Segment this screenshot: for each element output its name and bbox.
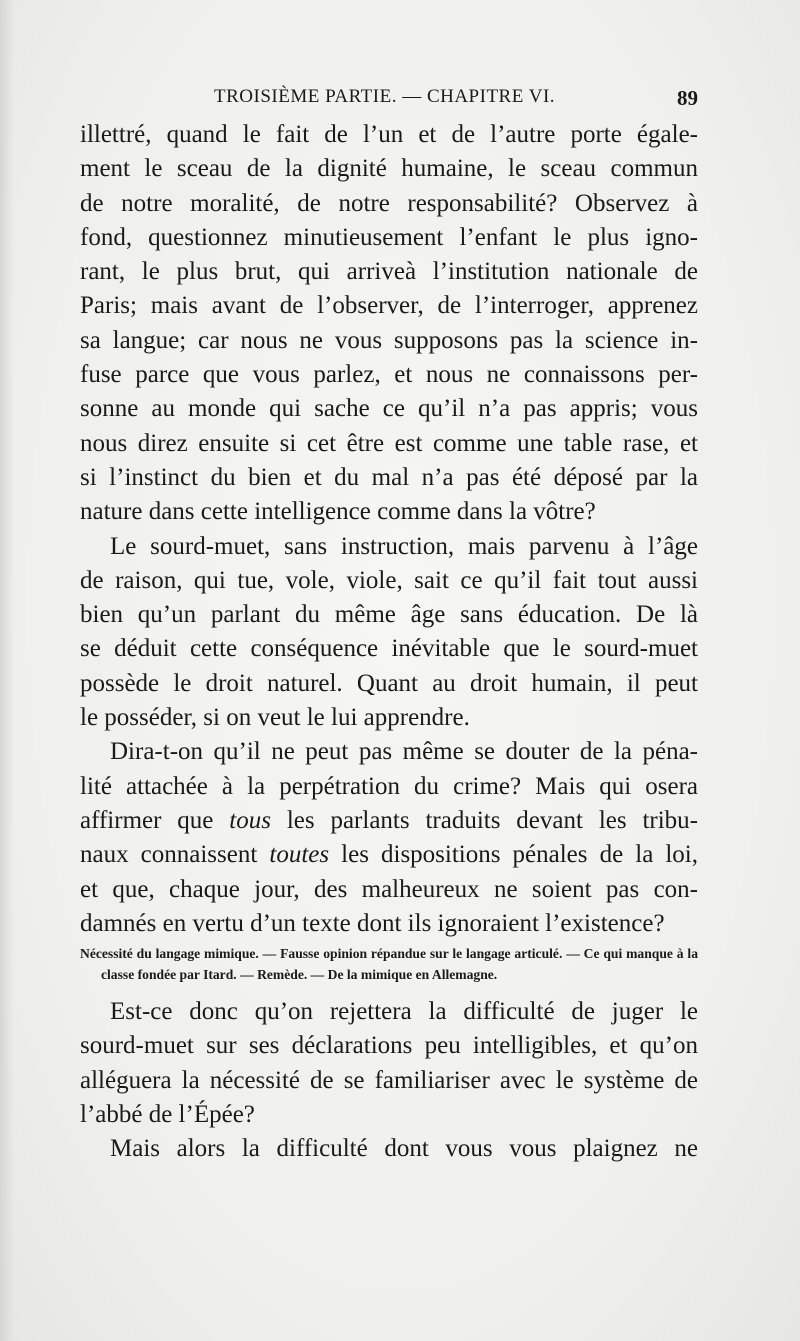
paragraph-1 [80,118,698,530]
text-line: de notre moralité, de notre responsabilité? Observez à [80,189,698,217]
page-number: 89 [677,86,698,110]
paragraph-3 [80,735,698,941]
paragraph-5 [80,1132,698,1166]
text-line: fuse parce que vous parlez, et nous ne connaissons per- [80,361,698,389]
running-title: TROISIÈME PARTIE. — CHAPITRE VI. [214,86,556,107]
text-line: fond, questionnez minutieusement l’enfant le plus igno- [80,223,698,251]
text-line: rant, le plus brut, qui arriveà l’institution nationale de [80,258,698,286]
text-line: de raison, qui tue, vole, viole, sait ce qu’il fait tout aussi [80,566,698,594]
text-line: et que, chaque jour, des malheureux ne soient pas con- [80,875,698,903]
text-line: possède le droit naturel. Quant au droit humain, il peut [80,669,698,697]
text-line: le posséder, si on veut le lui apprendre. [80,704,470,732]
text-line: Mais alors la difficulté dont vous vous plaignez ne [110,1135,698,1163]
paragraph-2 [80,530,698,736]
section-summary-note: Nécessité du langage mimique. — Fausse opinion répandue sur le langage articulé. — Ce qui manque à la classe fondée par Itard. — Remède. — De la mimique en Allemagne. [80,946,698,983]
text-line: sonne au monde qui sache ce qu’il n’a pas appris; vous [80,395,698,423]
text-line: illettré, quand le fait de l’un et de l’autre porte égale- [80,121,698,148]
text-line: sa langue; car nous ne vous supposons pas la science in- [80,326,698,354]
page-header [80,84,698,114]
text-line: nous direz ensuite si cet être est comme une table rase, et [80,429,698,457]
text-run: les parlants traduits devant les tribu- [270,806,698,834]
text-line [80,838,698,872]
text-run: naux connaissent [80,841,270,869]
italic-word: toutes [269,841,330,869]
text-line: bien qu’un parlant du même âge sans éducation. De là [80,601,698,629]
text-run: les dispositions pénales de la loi, [329,841,698,869]
text-line: Le sourd-muet, sans instruction, mais parvenu à l’âge [110,532,698,560]
text-line: l’abbé de l’Épée? [80,1101,255,1129]
text-line: si l’instinct du bien et du mal n’a pas été déposé par la [80,463,698,491]
text-run: affirmer que [80,806,230,834]
text-line: nature dans cette intelligence comme dans la vôtre? [80,498,596,526]
text-line: Paris; mais avant de l’observer, de l’interroger, apprenez [80,292,698,320]
text-line: alléguera la nécessité de se familiariser avec le système de [80,1066,698,1094]
text-line: sourd-muet sur ses déclarations peu intelligibles, et qu’on [80,1032,698,1060]
text-line: damnés en vertu d’un texte dont ils ignoraient l’existence? [80,909,665,937]
text-line [80,804,698,838]
text-line: Dira-t-on qu’il ne peut pas même se douter de la péna- [110,738,698,766]
italic-word: tous [229,806,271,834]
text-line: Est-ce donc qu’on rejettera la difficulté de juger le [110,998,698,1026]
paragraph-4 [80,995,698,1132]
text-line: se déduit cette conséquence inévitable que le sourd-muet [80,635,698,663]
text-line: lité attachée à la perpétration du crime? Mais qui osera [80,772,698,800]
text-line: ment le sceau de la dignité humaine, le sceau commun [80,155,698,183]
text-body [80,118,698,1167]
